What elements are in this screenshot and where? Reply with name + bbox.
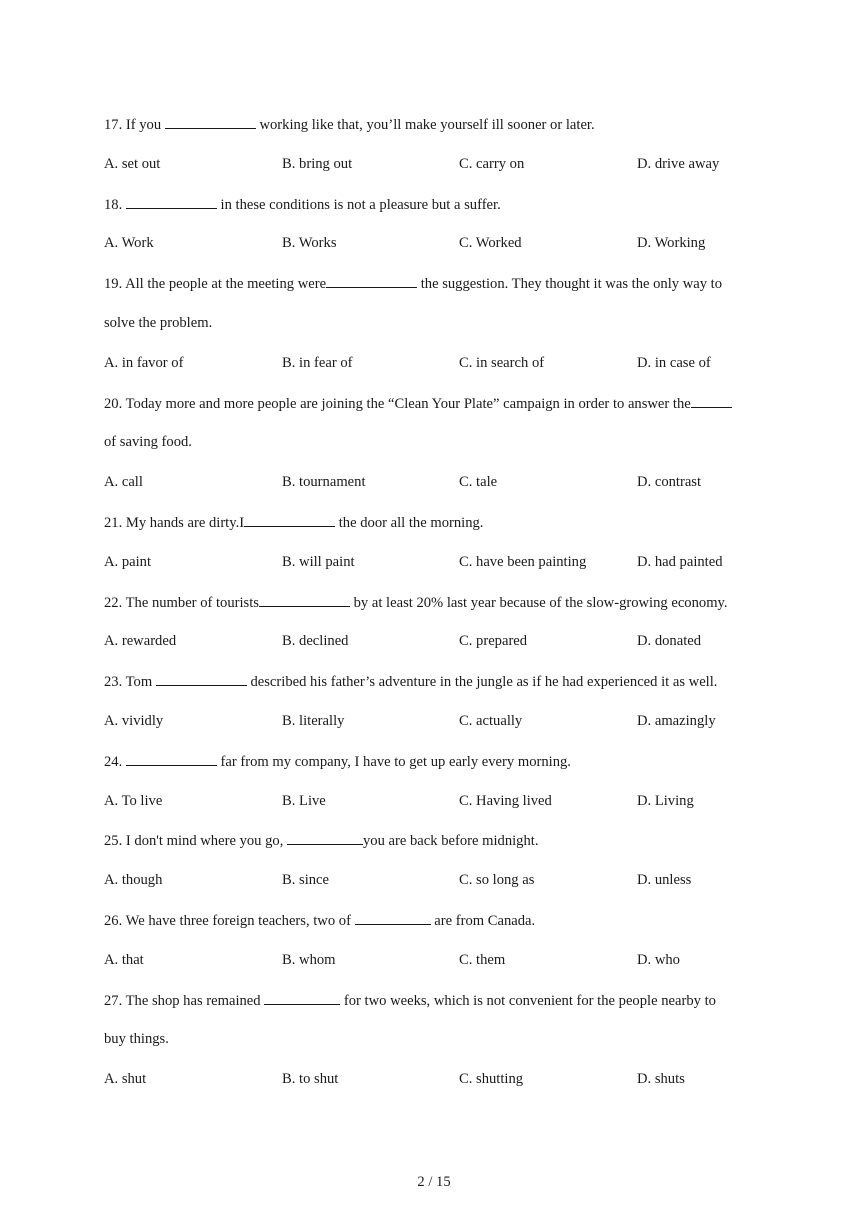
option-b: B. whom xyxy=(282,951,336,968)
question-stem-continued: buy things. xyxy=(104,1031,169,1048)
option-row xyxy=(104,947,772,987)
question-stem xyxy=(104,111,772,151)
stem-text: the door all the morning. xyxy=(335,514,484,531)
option-c: C. them xyxy=(459,951,506,968)
option-c: C. so long as xyxy=(459,872,535,889)
question-stem xyxy=(104,270,772,310)
option-a: A. in favor of xyxy=(104,354,184,371)
option-c: C. carry on xyxy=(459,155,525,172)
option-a: A. set out xyxy=(104,155,161,172)
stem-text: 26. We have three foreign teachers, two of xyxy=(104,912,355,929)
option-row xyxy=(104,469,772,509)
option-row xyxy=(104,1066,772,1106)
option-b: B. since xyxy=(282,872,330,889)
option-row xyxy=(104,867,772,907)
option-row xyxy=(104,788,772,828)
question-stem xyxy=(104,390,772,430)
stem-text: for two weeks, which is not convenient for the people nearby to xyxy=(340,992,716,1009)
option-d: D. in case of xyxy=(637,354,711,371)
question-stem-continued: solve the problem. xyxy=(104,314,213,331)
option-a: A. shut xyxy=(104,1071,147,1088)
answer-blank xyxy=(355,907,431,925)
question-stem xyxy=(104,748,772,788)
option-row xyxy=(104,549,772,589)
option-a: A. that xyxy=(104,951,144,968)
stem-text: are from Canada. xyxy=(430,912,536,929)
answer-blank xyxy=(156,668,247,686)
stem-text: 21. My hands are dirty.I xyxy=(104,514,245,531)
option-d: D. shuts xyxy=(637,1071,685,1088)
option-b: B. Works xyxy=(282,235,337,252)
question-stem xyxy=(104,987,772,1027)
stem-text: by at least 20% last year because of the slow-growing economy. xyxy=(349,594,728,611)
option-d: D. drive away xyxy=(637,155,720,172)
stem-text: 18. xyxy=(104,196,126,213)
option-b: B. literally xyxy=(282,712,345,729)
option-b: B. to shut xyxy=(282,1071,339,1088)
option-b: B. in fear of xyxy=(282,354,353,371)
stem-text: 25. I don't mind where you go, xyxy=(104,833,287,850)
option-b: B. declined xyxy=(282,633,349,650)
option-a: A. rewarded xyxy=(104,633,177,650)
option-a: A. vividly xyxy=(104,712,164,729)
option-b: B. bring out xyxy=(282,155,353,172)
question-stem xyxy=(104,827,772,867)
option-a: A. though xyxy=(104,872,163,889)
option-a: A. Work xyxy=(104,235,154,252)
stem-text: 24. xyxy=(104,753,126,770)
option-c: C. in search of xyxy=(459,354,545,371)
answer-blank xyxy=(126,748,217,766)
option-d: D. Living xyxy=(637,792,694,809)
question-list xyxy=(104,111,772,1106)
question-stem xyxy=(104,509,772,549)
option-row xyxy=(104,628,772,668)
question-stem xyxy=(104,589,772,629)
option-b: B. will paint xyxy=(282,553,355,570)
answer-blank xyxy=(264,987,340,1005)
option-c: C. have been painting xyxy=(459,553,587,570)
option-c: C. prepared xyxy=(459,633,528,650)
page-number: 2 / 15 xyxy=(417,1174,451,1190)
stem-text: described his father’s adventure in the jungle as if he had experienced it as well. xyxy=(246,674,718,691)
stem-text: you are back before midnight. xyxy=(363,833,539,850)
option-a: A. paint xyxy=(104,553,152,570)
answer-blank xyxy=(165,111,256,129)
option-row xyxy=(104,151,772,191)
option-d: D. unless xyxy=(637,872,692,889)
stem-text: the suggestion. They thought it was the only way to xyxy=(417,276,723,293)
option-row xyxy=(104,230,772,270)
option-a: A. To live xyxy=(104,792,163,809)
question-stem xyxy=(104,907,772,947)
option-c: C. Worked xyxy=(459,235,522,252)
stem-text: far from my company, I have to get up early every morning. xyxy=(216,753,571,770)
option-d: D. who xyxy=(637,951,680,968)
stem-text: 19. All the people at the meeting were xyxy=(104,276,327,293)
option-c: C. actually xyxy=(459,712,523,729)
option-d: D. Working xyxy=(637,235,706,252)
stem-text: 17. If you xyxy=(104,117,165,133)
stem-text: working like that, you’ll make yourself ill sooner or later. xyxy=(255,117,595,133)
answer-blank xyxy=(691,390,732,408)
option-a: A. call xyxy=(104,474,143,491)
option-row xyxy=(104,708,772,748)
stem-text: 27. The shop has remained xyxy=(104,992,265,1009)
option-row xyxy=(104,350,772,390)
question-stem-continued: of saving food. xyxy=(104,434,192,451)
option-d: D. amazingly xyxy=(637,712,716,729)
option-c: C. Having lived xyxy=(459,792,552,809)
option-c: C. tale xyxy=(459,474,498,491)
option-d: D. donated xyxy=(637,633,702,650)
option-b: B. tournament xyxy=(282,474,366,491)
answer-blank xyxy=(126,191,217,209)
option-d: D. contrast xyxy=(637,474,702,491)
option-d: D. had painted xyxy=(637,553,723,570)
answer-blank xyxy=(259,589,350,607)
answer-blank xyxy=(244,509,335,527)
option-b: B. Live xyxy=(282,792,326,809)
question-stem xyxy=(104,191,772,231)
stem-text: 23. Tom xyxy=(104,674,156,691)
stem-text: 20. Today more and more people are joining the “Clean Your Plate” campaign in order to answer the xyxy=(104,395,691,412)
answer-blank xyxy=(287,827,363,845)
answer-blank xyxy=(326,270,417,288)
question-stem xyxy=(104,668,772,708)
stem-text: in these conditions is not a pleasure but a suffer. xyxy=(216,196,501,213)
stem-text: 22. The number of tourists xyxy=(104,594,259,611)
option-c: C. shutting xyxy=(459,1071,524,1088)
